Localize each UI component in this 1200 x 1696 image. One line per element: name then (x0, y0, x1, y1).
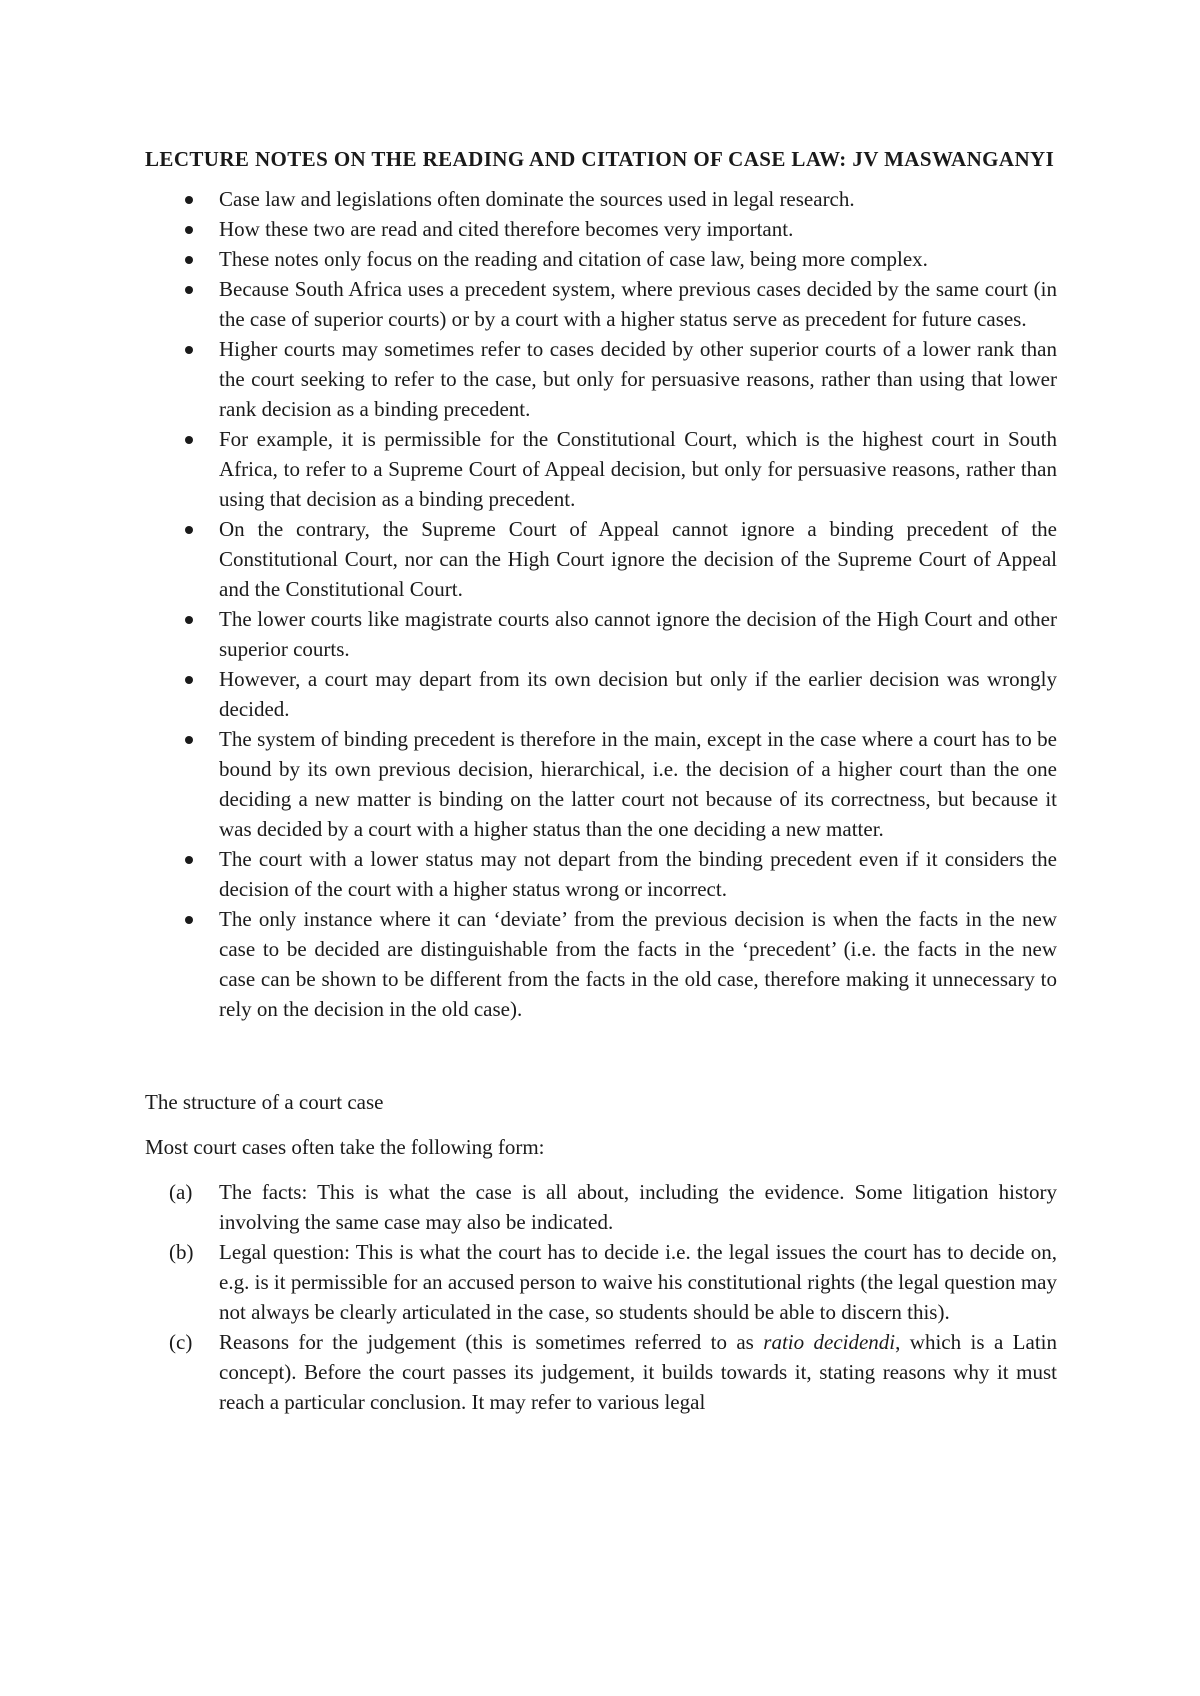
list-item-text: Higher courts may sometimes refer to cases decided by other superior courts of a lower rank than the court seeking to refer to the case, but only for persuasive reasons, rather than using that lower rank decision as a binding precedent. (219, 337, 1057, 421)
bullet-icon (185, 346, 193, 354)
item-text: Legal question: This is what the court has to decide i.e. the legal issues the court has to decide on, e.g. is it permissible for an accused person to waive his constitutional rights (the legal question may not always be clearly articulated in the case, so students should be able to discern this). (219, 1240, 1057, 1324)
case-structure-item (145, 1237, 1057, 1327)
bullet-icon (185, 856, 193, 864)
list-item (145, 514, 1057, 604)
list-item-text: The court with a lower status may not depart from the binding precedent even if it considers the decision of the court with a higher status wrong or incorrect. (219, 847, 1057, 901)
section-intro: Most court cases often take the following form: (145, 1135, 545, 1159)
bullet-icon (185, 736, 193, 744)
list-item (145, 604, 1057, 664)
bullet-icon (185, 526, 193, 534)
list-item-text: The lower courts like magistrate courts also cannot ignore the decision of the High Court and other superior courts. (219, 607, 1057, 661)
item-text-italic: ratio decidendi (763, 1330, 896, 1354)
list-item-text: On the contrary, the Supreme Court of Appeal cannot ignore a binding precedent of the Constitutional Court, nor can the High Court ignore the decision of the Supreme Court of Appeal and the Constitutional Court. (219, 517, 1057, 601)
bullet-icon (185, 676, 193, 684)
item-marker: (c) (169, 1330, 193, 1354)
bullet-icon (185, 226, 193, 234)
item-text-before: Reasons for the judgement (this is sometimes referred to as (219, 1330, 764, 1354)
list-item (145, 274, 1057, 334)
list-item-text: Case law and legislations often dominate the sources used in legal research. (219, 187, 855, 211)
bullet-list (145, 184, 1057, 1024)
bullet-icon (185, 916, 193, 924)
list-item (145, 724, 1057, 844)
bullet-icon (185, 256, 193, 264)
list-item (145, 214, 1057, 244)
list-item-text: The only instance where it can ‘deviate’ from the previous decision is when the facts in the new case to be decided are distinguishable from the facts in the ‘precedent’ (i.e. the facts in the new case can be shown to be different from the facts in the old case, therefore making it unnecessary to rely on the decision in the old case). (219, 907, 1057, 1021)
list-item (145, 904, 1057, 1024)
bullet-icon (185, 286, 193, 294)
list-item-text: For example, it is permissible for the Constitutional Court, which is the highest court in South Africa, to refer to a Supreme Court of Appeal decision, but only for persuasive reasons, rather than using that decision as a binding precedent. (219, 427, 1057, 511)
list-item (145, 844, 1057, 904)
list-item-text: The system of binding precedent is therefore in the main, except in the case where a court has to be bound by its own previous decision, hierarchical, i.e. the decision of a higher court than the one deciding a new matter is binding on the latter court not because of its correctness, but because it was decided by a court with a higher status than the one deciding a new matter. (219, 727, 1057, 841)
case-structure-item (145, 1327, 1057, 1417)
case-structure-list (145, 1177, 1057, 1417)
list-item (145, 424, 1057, 514)
list-item-text: Because South Africa uses a precedent system, where previous cases decided by the same court (in the case of superior courts) or by a court with a higher status serve as precedent for future cases. (219, 277, 1057, 331)
bullet-icon (185, 436, 193, 444)
list-item-text: These notes only focus on the reading and citation of case law, being more complex. (219, 247, 928, 271)
item-marker: (b) (169, 1240, 194, 1264)
item-marker: (a) (169, 1180, 193, 1204)
case-structure-item (145, 1177, 1057, 1237)
item-text-after: , which is a Latin concept). Before the court passes its judgement, it builds towards it, stating reasons why it must reach a particular conclusion. It may refer to various legal (219, 1330, 1057, 1414)
list-item-text: However, a court may depart from its own decision but only if the earlier decision was wrongly decided. (219, 667, 1057, 721)
section-heading: The structure of a court case (145, 1090, 384, 1114)
list-item (145, 664, 1057, 724)
document-page (145, 144, 1057, 1417)
list-item (145, 334, 1057, 424)
list-item (145, 184, 1057, 214)
list-item-text: How these two are read and cited therefore becomes very important. (219, 217, 794, 241)
bullet-icon (185, 616, 193, 624)
list-item (145, 244, 1057, 274)
document-title: LECTURE NOTES ON THE READING AND CITATION OF CASE LAW: JV MASWANGANYI (145, 147, 1055, 171)
item-text: The facts: This is what the case is all about, including the evidence. Some litigation history involving the same case may also be indicated. (219, 1180, 1057, 1234)
bullet-icon (185, 196, 193, 204)
